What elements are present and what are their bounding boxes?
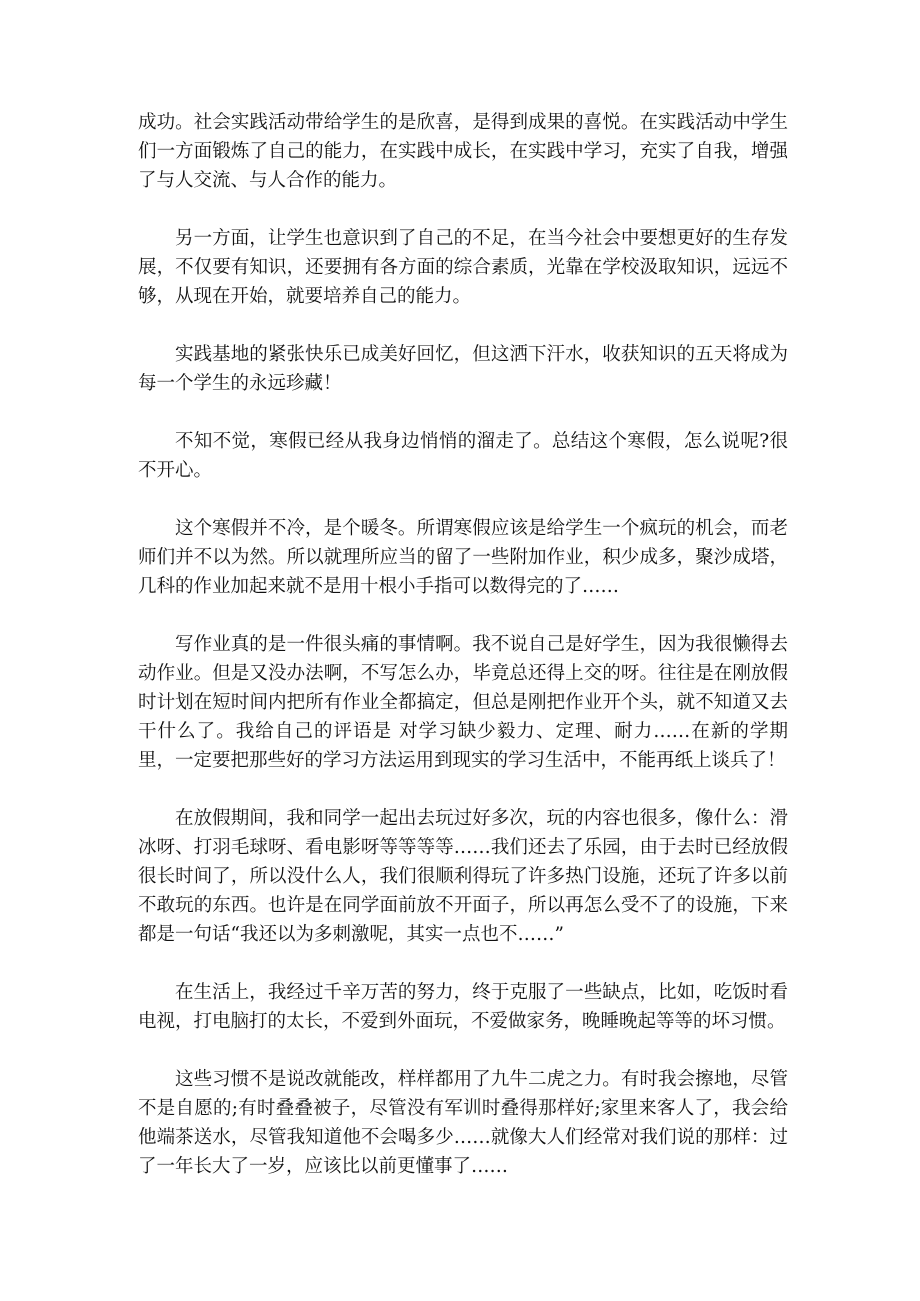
paragraph-7: 在放假期间，我和同学一起出去玩过好多次，玩的内容也很多，像什么：滑冰呀、打羽毛球呀、看电影呀等等等等……我们还去了乐园，由于去时已经放假很长时间了，所以没什么人，我们很顺利得玩了许多热门设施，还玩了许多以前不敢玩的东西。也许是在同学面前放不开面子，所以再怎么受不了的设施，下来都是一句话“我还以为多刺激呢，其实一点也不……” xyxy=(138,808,788,945)
paragraph-3: 实践基地的紧张快乐已成美好回忆，但这洒下汗水，收获知识的五天将成为每一个学生的永远珍藏！ xyxy=(138,344,788,394)
paragraph-1: 成功。社会实践活动带给学生的是欣喜，是得到成果的喜悦。在实践活动中学生们一方面锻炼了自己的能力，在实践中成长，在实践中学习，充实了自我，增强了与人交流、与人合作的能力。 xyxy=(138,112,788,191)
paragraph-6: 写作业真的是一件很头痛的事情啊。我不说自己是好学生，因为我很懒得去动作业。但是又没办法啊，不写怎么办，毕竟总还得上交的呀。往往是在刚放假时计划在短时间内把所有作业全都搞定，但总是刚把作业开个头，就不知道又去干什么了。我给自己的评语是 对学习缺少毅力、定理、耐力……在新的学期里，一定要把那些好的学习方法运用到现实的学习生活中，不能再纸上谈兵了！ xyxy=(138,634,788,771)
paragraph-9: 这些习惯不是说改就能改，样样都用了九牛二虎之力。有时我会擦地，尽管不是自愿的;有时叠叠被子，尽管没有军训时叠得那样好;家里来客人了，我会给他端茶送水，尽管我知道他不会喝多少……就像大人们经常对我们说的那样：过了一年长大了一岁，应该比以前更懂事了…… xyxy=(138,1069,788,1177)
paragraph-8: 在生活上，我经过千辛万苦的努力，终于克服了一些缺点，比如，吃饭时看电视，打电脑打的太长，不爱到外面玩，不爱做家务，晚睡晚起等等的坏习惯。 xyxy=(138,982,788,1032)
paragraph-2: 另一方面，让学生也意识到了自己的不足，在当今社会中要想更好的生存发展，不仅要有知识，还要拥有各方面的综合素质，光靠在学校汲取知识，远远不够，从现在开始，就要培养自己的能力。 xyxy=(138,228,788,307)
paragraph-4: 不知不觉，寒假已经从我身边悄悄的溜走了。总结这个寒假，怎么说呢?很不开心。 xyxy=(138,431,788,481)
document-body xyxy=(138,108,788,1210)
paragraph-5: 这个寒假并不冷，是个暖冬。所谓寒假应该是给学生一个疯玩的机会，而老师们并不以为然。所以就理所应当的留了一些附加作业，积少成多，聚沙成塔，几科的作业加起来就不是用十根小手指可以数得完的了…… xyxy=(138,518,788,597)
